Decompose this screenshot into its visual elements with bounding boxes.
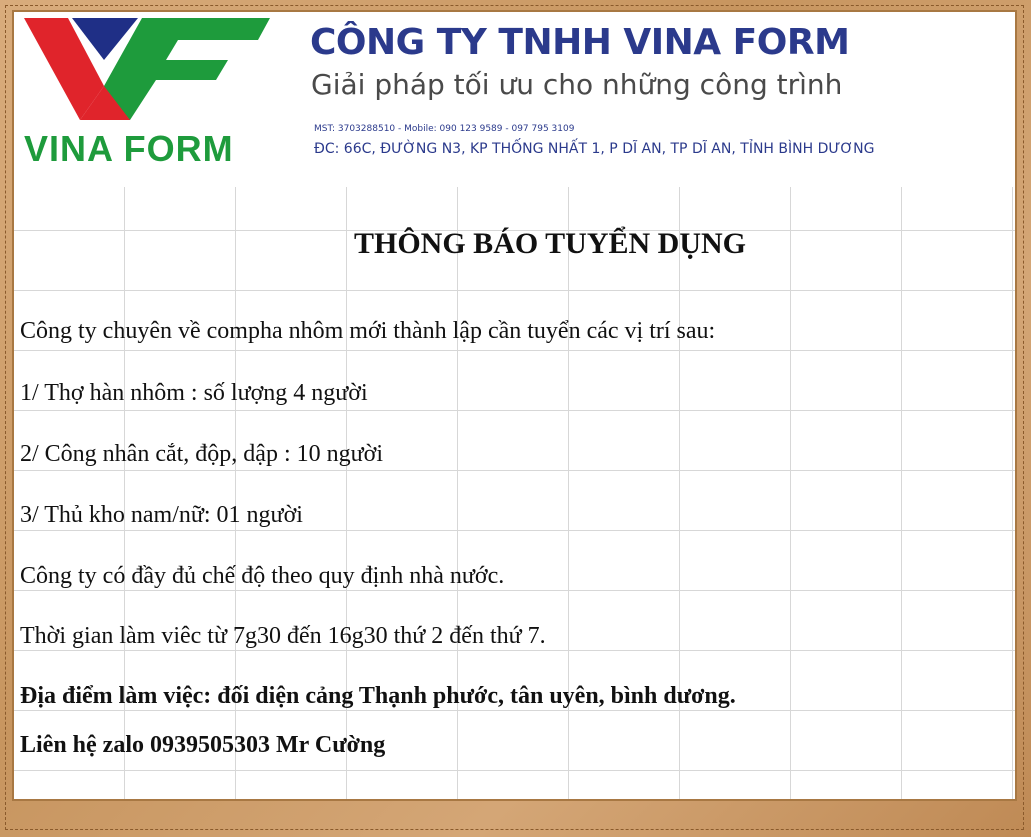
- notice-title: THÔNG BÁO TUYỂN DỤNG: [354, 227, 746, 260]
- notice-intro: Công ty chuyên về compha nhôm mới thành lập cần tuyển các vị trí sau:: [20, 318, 716, 344]
- company-contact: MST: 3703288510 - Mobile: 090 123 9589 - 097 795 3109: [314, 124, 575, 134]
- notice-working-hours: Thời gian làm viêc từ 7g30 đến 16g30 thứ 2 đến thứ 7.: [20, 623, 546, 649]
- notice-benefits: Công ty có đầy đủ chế độ theo quy định nhà nước.: [20, 563, 505, 589]
- letterhead: [14, 12, 1015, 187]
- spreadsheet-document: [14, 12, 1015, 799]
- company-address: ĐC: 66C, ĐƯỜNG N3, KP THỐNG NHẤT 1, P DĨ AN, TP DĨ AN, TỈNH BÌNH DƯƠNG: [314, 141, 875, 157]
- position-item-1: 1/ Thợ hàn nhôm : số lượng 4 người: [20, 380, 368, 406]
- logo-wordmark: VINA FORM: [24, 128, 234, 169]
- position-item-2: 2/ Công nhân cắt, độp, dập : 10 người: [20, 441, 383, 467]
- company-name: CÔNG TY TNHH VINA FORM: [310, 22, 850, 63]
- notice-work-location: Địa điểm làm việc: đối diện cảng Thạnh phước, tân uyên, bình dương.: [20, 683, 736, 709]
- company-slogan: Giải pháp tối ưu cho những công trình: [311, 68, 843, 101]
- position-item-3: 3/ Thủ kho nam/nữ: 01 người: [20, 502, 303, 528]
- notice-contact: Liên hệ zalo 0939505303 Mr Cường: [20, 732, 386, 758]
